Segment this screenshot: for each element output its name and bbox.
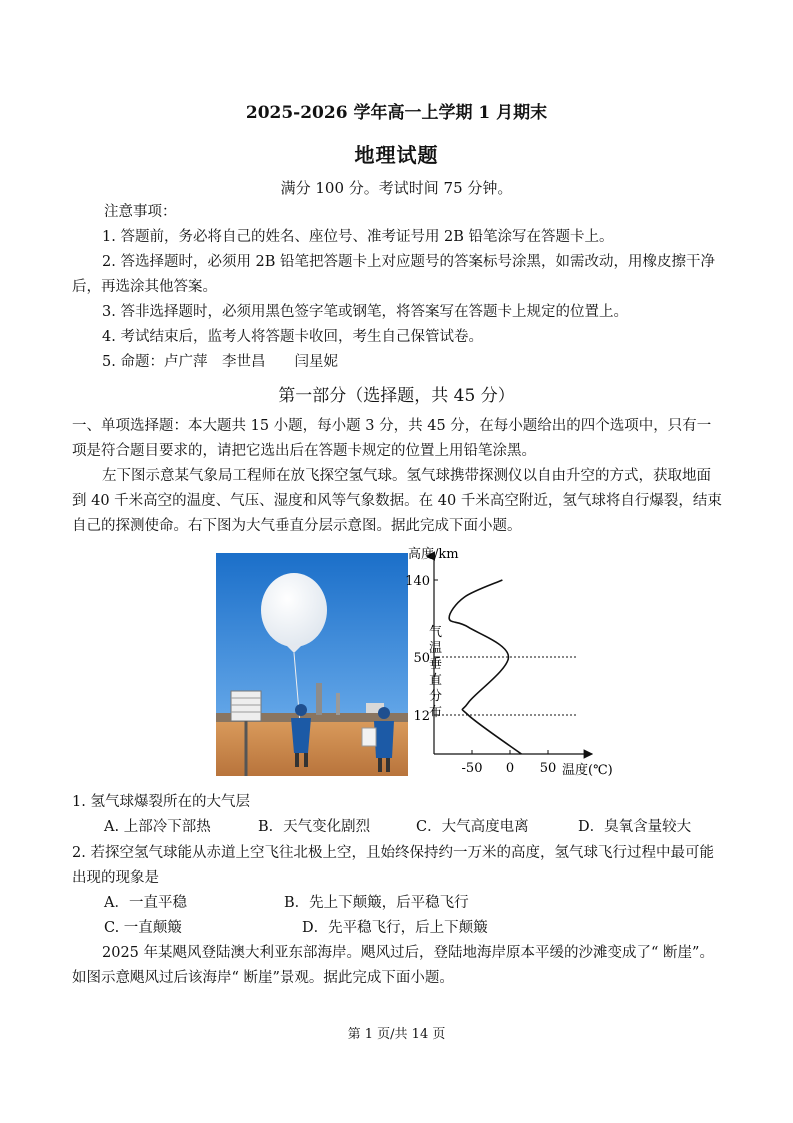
note-item-5: 5. 命题：卢广萍 李世昌 闫星妮 xyxy=(102,354,338,370)
curve-label-char: 布 xyxy=(429,705,443,720)
atmosphere-chart-svg xyxy=(404,542,629,787)
passage-intro: 左下图示意某气象局工程师在放飞探空氢气球。氢气球携带探测仪以自由升空的方式，获取地面到 40 千米高空的温度、气压、湿度和风等气象数据。在 40 千米高空附近，氢气球将自行爆裂，结束自己的探测使命。右下图为大气垂直分层示意图。据此完成下面小题。 xyxy=(72,468,722,534)
balloon-photo-illustration xyxy=(216,553,408,776)
y-tick-label: 50 xyxy=(413,651,430,666)
question-2-option-c[interactable]: C. 一直颠簸 xyxy=(104,920,182,936)
balloon-photo xyxy=(216,553,408,776)
y-tick-label: 12 xyxy=(413,709,430,724)
exam-info: 满分 100 分。考试时间 75 分钟。 xyxy=(280,179,513,197)
note-item-2: 2. 答选择题时，必须用 2B 铅笔把答题卡上对应题号的答案标号涂黑，如需改动，用橡皮擦干净后，再选涂其他答案。 xyxy=(72,254,716,295)
x-tick-label: 0 xyxy=(505,761,515,776)
passage-2: 2025 年某飓风登陆澳大利亚东部海岸。飓风过后，登陆地海岸原本平缓的沙滩变成了“ 断崖”。如图示意飓风过后该海岸“ 断崖”景观。据此完成下面小题。 xyxy=(72,945,714,986)
temperature-curve xyxy=(449,580,521,754)
curve-label-char: 直 xyxy=(429,673,443,688)
curve-label-char: 垂 xyxy=(429,657,443,672)
question-2-option-a[interactable]: A．一直平稳 xyxy=(104,895,187,911)
note-item-3: 3. 答非选择题时，必须用黑色签字笔或钢笔，将答案写在答题卡上规定的位置上。 xyxy=(102,304,628,320)
curve-label-char: 温 xyxy=(429,641,443,656)
curve-label-char: 气 xyxy=(429,625,443,640)
question-1-option-d[interactable]: D．臭氧含量较大 xyxy=(578,819,692,835)
curve-label xyxy=(429,625,442,720)
question-1-option-a[interactable]: A. 上部冷下部热 xyxy=(104,819,211,835)
x-axis-label: 温度(℃) xyxy=(562,763,613,778)
question-2-option-d[interactable]: D．先平稳飞行，后上下颠簸 xyxy=(302,920,488,936)
question-1-stem: 1. 氢气球爆裂所在的大气层 xyxy=(72,794,250,810)
question-2-stem: 2. 若探空氢气球能从赤道上空飞往北极上空，且始终保持约一万米的高度，氢气球飞行过程中最可能出现的现象是 xyxy=(72,845,714,886)
section-heading: 第一部分（选择题，共 45 分） xyxy=(278,386,515,406)
page-footer: 第 1 页/共 14 页 xyxy=(347,1027,446,1042)
y-tick-label: 140 xyxy=(405,574,430,589)
question-2-option-b[interactable]: B．先上下颠簸，后平稳飞行 xyxy=(284,895,469,911)
question-1-option-b[interactable]: B．天气变化剧烈 xyxy=(258,819,371,835)
exam-title: 2025-2026 学年高一上学期 1 月期末 xyxy=(245,103,548,123)
notes-heading: 注意事项： xyxy=(104,204,177,220)
note-item-4: 4. 考试结束后，监考人将答题卡收回，考生自己保管试卷。 xyxy=(102,329,483,345)
y-axis-label: 高度/km xyxy=(408,547,459,562)
atmosphere-chart xyxy=(404,542,629,787)
x-tick-label: -50 xyxy=(461,761,483,776)
curve-label-char: 分 xyxy=(429,689,443,704)
note-item-1: 1. 答题前，务必将自己的姓名、座位号、准考证号用 2B 铅笔涂写在答题卡上。 xyxy=(102,229,614,245)
exam-subject: 地理试题 xyxy=(354,143,439,167)
x-tick-label: 50 xyxy=(539,761,557,776)
question-1-option-c[interactable]: C．大气高度电离 xyxy=(416,819,529,835)
section-instructions: 一、单项选择题：本大题共 15 小题，每小题 3 分，共 45 分，在每小题给出的四个选项中，只有一项是符合题目要求的，请把它选出后在答题卡规定的位置上用铅笔涂黑。 xyxy=(72,418,712,459)
